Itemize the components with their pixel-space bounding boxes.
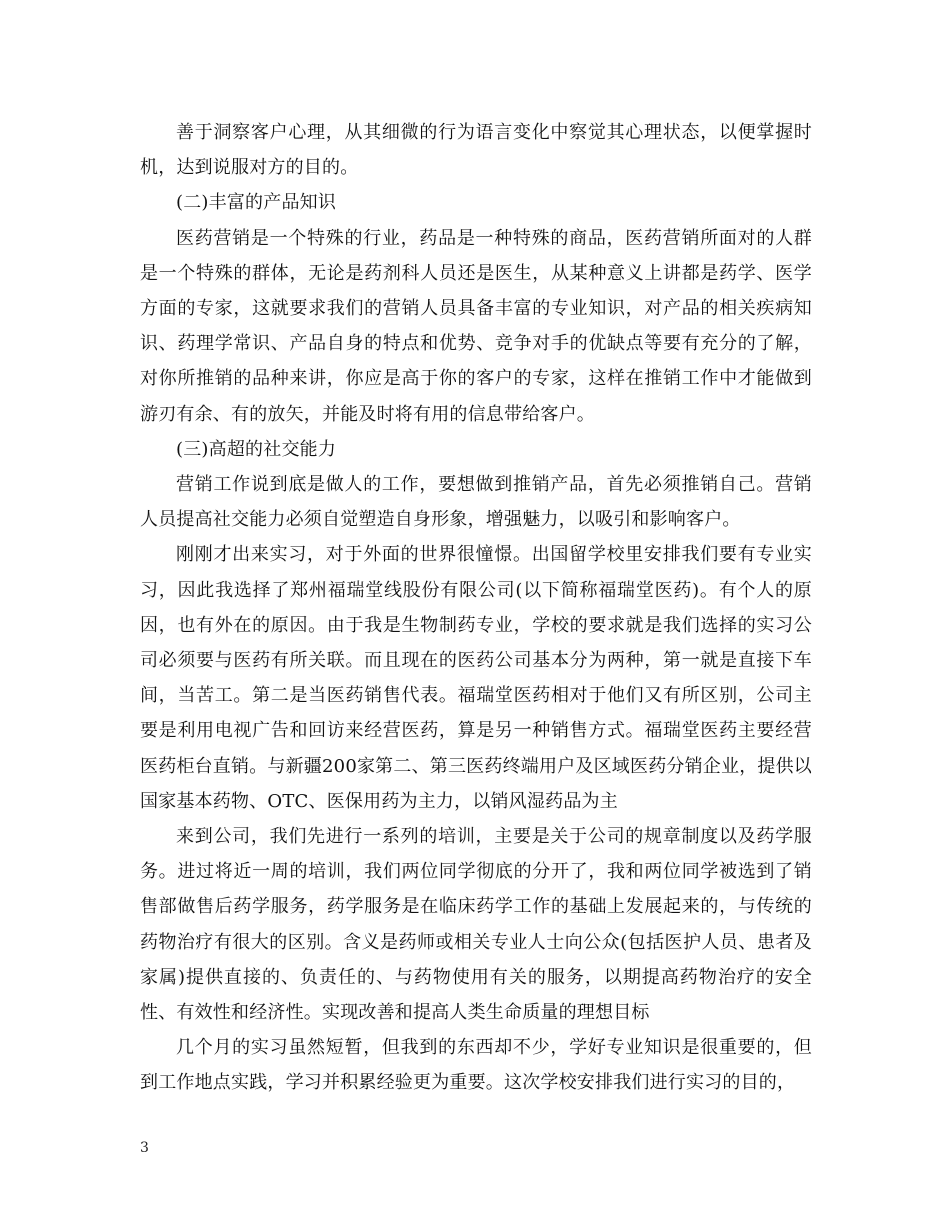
- document-body: [140, 115, 812, 1101]
- paragraph-marketing-work: 营销工作说到底是做人的工作，要想做到推销产品，首先必须推销自己。营销人员提高社交能力必须自觉塑造自身形象，增强魅力，以吸引和影响客户。: [140, 474, 812, 531]
- paragraph-internship-choice: 刚刚才出来实习，对于外面的世界很憧憬。出国留学校里安排我们要有专业实习，因此我选择了郑州福瑞堂线股份有限公司(以下简称福瑞堂医药)。有个人的原因，也有外在的原因。由于我是生物制药专业，学校的要求就是我们选择的实习公司必须要与医药有所关联。而且现在的医药公司基本分为两种，第一就是直接下车间，当苦工。第二是当医药销售代表。福瑞堂医药相对于他们又有所区别，公司主要是利用电视广告和回访来经营医药，算是另一种销售方式。福瑞堂医药主要经营医药柜台直销。与新疆200家第二、第三医药终端用户及区域医药分销企业，提供以国家基本药物、OTC、医保用药为主力，以销风湿药品为主: [140, 544, 812, 812]
- paragraph-medical-marketing: 医药营销是一个特殊的行业，药品是一种特殊的商品，医药营销所面对的人群是一个特殊的群体，无论是药剂科人员还是医生，从某种意义上讲都是药学、医学方面的专家，这就要求我们的营销人员具备丰富的专业知识，对产品的相关疾病知识、药理学常识、产品自身的特点和优势、竞争对手的优缺点等要有充分的了解，对你所推销的品种来讲，你应是高于你的客户的专家，这样在推销工作中才能做到游刃有余、有的放矢，并能及时将有用的信息带给客户。: [140, 227, 812, 425]
- page-number: 3: [140, 1140, 149, 1156]
- heading-product-knowledge: (二)丰富的产品知识: [176, 192, 337, 214]
- paragraph-company-training: 来到公司，我们先进行一系列的培训，主要是关于公司的规章制度以及药学服务。进过将近一周的培训，我们两位同学彻底的分开了，我和两位同学被选到了销售部做售后药学服务，药学服务是在临床药学工作的基础上发展起来的，与传统的药物治疗有很大的区别。含义是药师或相关专业人士向公众(包括医护人员、患者及家属)提供直接的、负责任的、与药物使用有关的服务，以期提高药物治疗的安全性、有效性和经济性。实现改善和提高人类生命质量的理想目标: [140, 826, 812, 1024]
- paragraph-customer-psychology: 善于洞察客户心理，从其细微的行为语言变化中察觉其心理状态，以便掌握时机，达到说服对方的目的。: [140, 122, 812, 179]
- heading-social-skills: (三)高超的社交能力: [176, 438, 337, 460]
- paragraph-internship-reflection: 几个月的实习虽然短暂，但我到的东西却不少，学好专业知识是很重要的，但到工作地点实践，学习并积累经验更为重要。这次学校安排我们进行实习的目的，: [140, 1037, 812, 1094]
